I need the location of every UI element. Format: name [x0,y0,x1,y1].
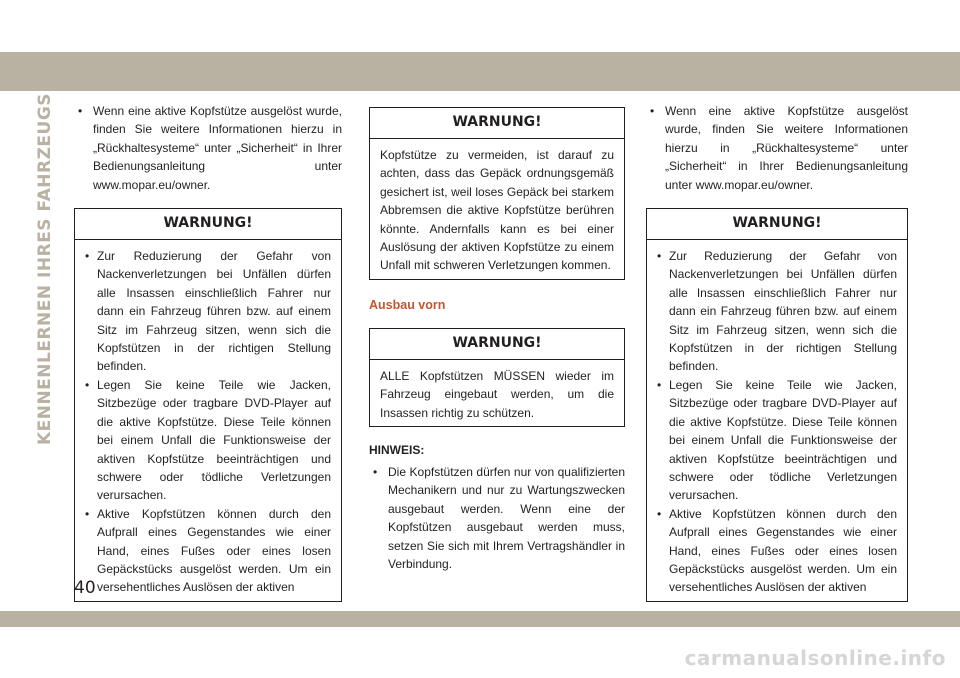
watermark: carmanualsonline.info [684,646,946,670]
side-heading [34,92,56,446]
warning-bullet: • Legen Sie keine Teile wie Jacken, Sitzbezüge oder tragbare DVD-Player auf die aktive Kopfstütze. Diese Teile können bei einem Unfall die Funktionsweise der aktiven Kopfstütze beeinträchtigen und schwere oder tödliche Verletzungen verursachen. [657,376,897,505]
intro-bullet: • Wenn eine aktive Kopfstütze ausgelöst wurde, finden Sie weitere Informationen hierzu in „Rückhaltesysteme“ unter „Sicherheit“ in Ihrer Bedienungsanleitung unter www.mopar.eu/owner. [74,102,342,194]
warning-bullet: • Zur Reduzierung der Gefahr von Nackenverletzungen bei Unfällen dürfen alle Insassen einschließlich Fahrer nur dann ein Fahrzeug führen bzw. auf einem Sitz im Fahrzeug sitzen, wenn sich die Kopfstützen in der richtigen Stellung befinden. [657,247,897,376]
warning-bullet: • Zur Reduzierung der Gefahr von Nackenverletzungen bei Unfällen dürfen alle Insassen einschließlich Fahrer nur dann ein Fahrzeug führen bzw. auf einem Sitz im Fahrzeug sitzen, wenn sich die Kopfstützen in der richtigen Stellung befinden. [85,247,331,376]
page-number: 40 [74,578,96,598]
top-band [0,52,960,91]
section-subheading: Ausbau vorn [369,297,446,312]
right-column [646,102,908,602]
warning-bullet: • Aktive Kopfstützen können durch den Aufprall eines Gegenstandes wie einer Hand, eines Fußes oder eines losen Gepäckstücks ausgelöst werden. Um ein versehentliches Auslösen der aktiven [85,505,331,597]
warning-text: Kopfstütze zu vermeiden, ist darauf zu achten, dass das Gepäck ordnungsgemäß gesichert ist, weil loses Gepäck bei starkem Abbremsen die aktive Kopfstütze berühren könnte. Andernfalls kann es bei einer Auslösung der aktiven Kopfstütze zu einem Unfall mit schweren Verletzungen kommen. [380,148,614,273]
warning-box [74,208,342,602]
intro-bullet: • Wenn eine aktive Kopfstütze ausgelöst wurde, finden Sie weitere Informationen hierzu in „Rückhaltesysteme“ unter „Sicherheit“ in Ihrer Bedienungsanleitung unter www.mopar.eu/owner. [646,102,908,194]
warning-title: WARNUNG! [75,209,341,240]
warning-body [370,139,624,279]
side-heading-text: KENNENLERNEN IHRES FAHRZEUGS [35,92,56,446]
left-column [74,102,342,602]
warning-box [369,107,625,280]
warning-title: WARNUNG! [370,108,624,139]
warning-body [75,240,341,601]
warning-body [647,240,907,601]
warning-text: ALLE Kopfstützen MÜSSEN wieder im Fahrzeug eingebaut werden, um die Insassen richtig zu schützen. [380,368,614,420]
warning-title: WARNUNG! [370,329,624,360]
warning-title: WARNUNG! [647,209,907,240]
warning-box [369,328,625,427]
warning-bullet: • Aktive Kopfstützen können durch den Aufprall eines Gegenstandes wie einer Hand, eines Fußes oder eines losen Gepäckstücks ausgelöst werden. Um ein versehentliches Auslösen der aktiven [657,505,897,597]
bottom-band [0,611,960,627]
warning-body [370,360,624,426]
warning-bullet: • Legen Sie keine Teile wie Jacken, Sitzbezüge oder tragbare DVD-Player auf die aktive Kopfstütze. Diese Teile können bei einem Unfall die Funktionsweise der aktiven Kopfstütze beeinträchtigen und schwere oder tödliche Verletzungen verursachen. [85,376,331,505]
warning-box [646,208,908,602]
note-bullet: • Die Kopfstützen dürfen nur von qualifizierten Mechanikern und nur zu Wartungszwecken ausgebaut werden. Wenn eine der Kopfstützen ausgebaut werden muss, setzen Sie sich mit Ihrem Vertragshändler in Verbindung. [369,463,625,573]
note-label: HINWEIS: [369,443,425,458]
middle-column [369,107,625,574]
